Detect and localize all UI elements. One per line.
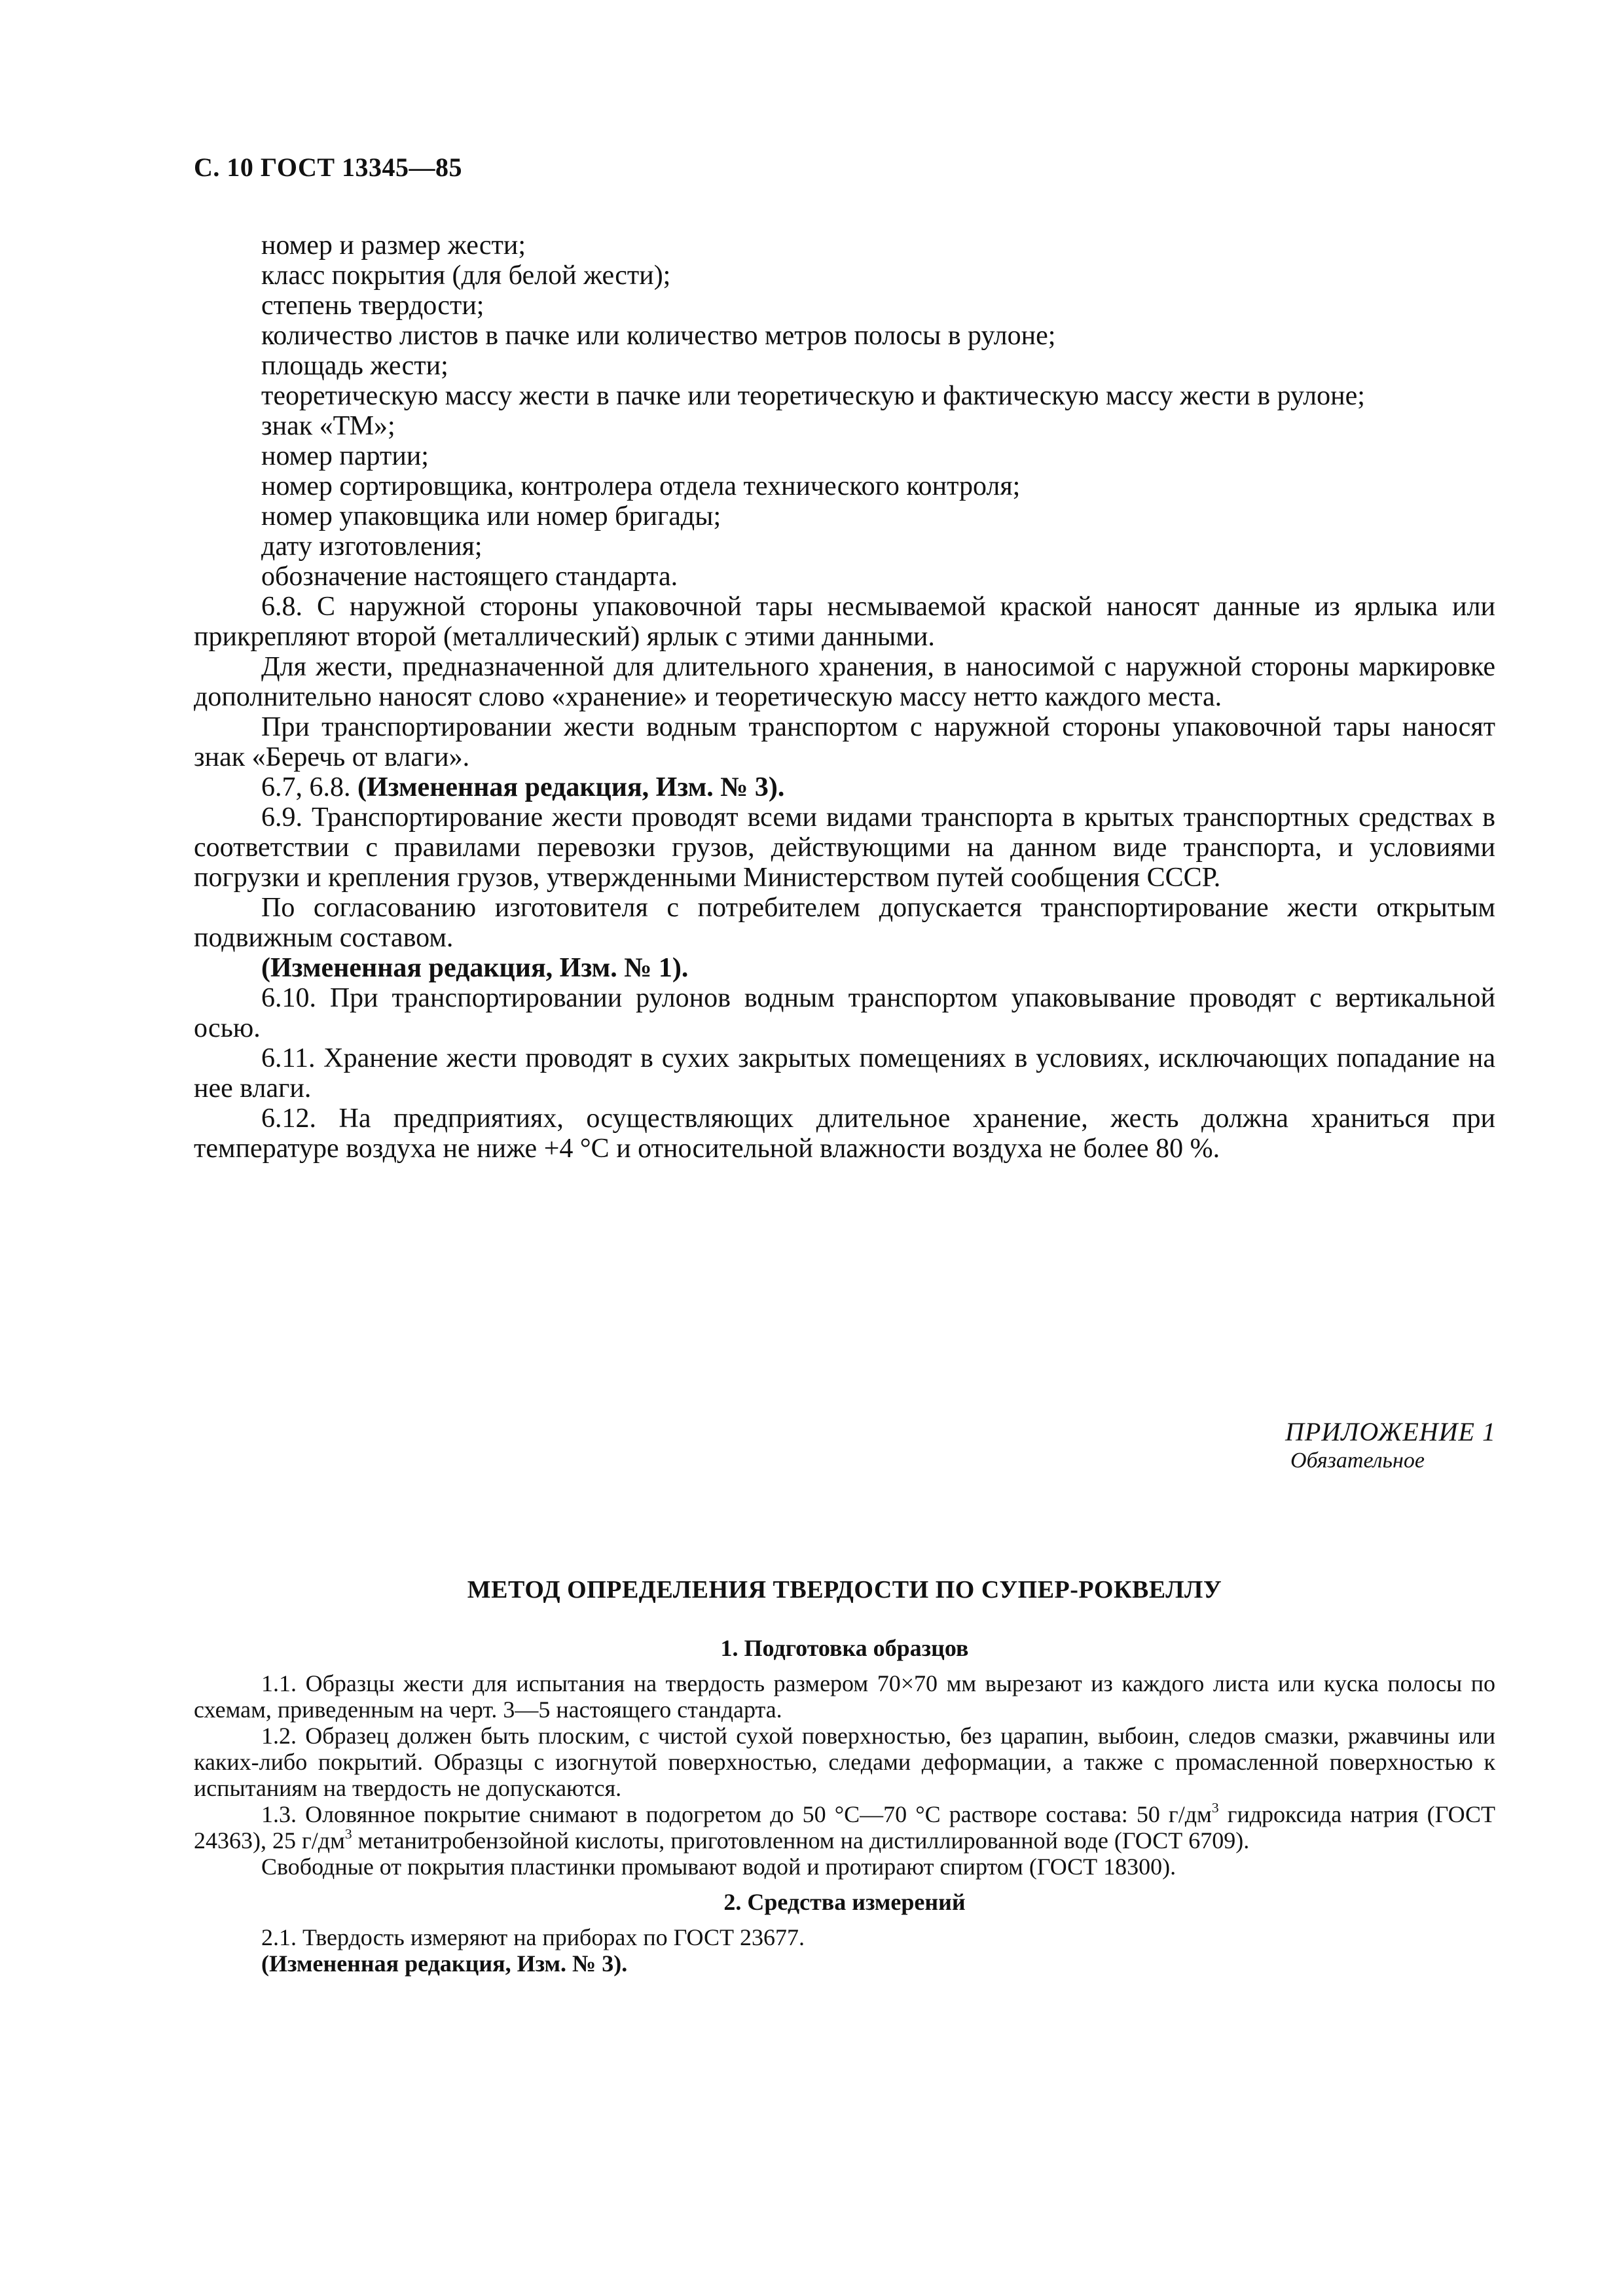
paragraph-6-9-open: По согласованию изготовителя с потребителем допускается транспортирование жести открытым подвижным составом. [194, 893, 1495, 953]
paragraph-6-12: 6.12. На предприятиях, осуществляющих длительное хранение, жесть должна храниться при температуре воздуха не ниже +4 °С и относительной влажности воздуха не более 80 %. [194, 1103, 1495, 1164]
amendment-text: (Измененная редакция, Изм. № 3). [357, 772, 785, 802]
list-item: знак «ТМ»; [261, 411, 395, 441]
list-item: номер и размер жести; [261, 230, 526, 260]
paragraph-6-11: 6.11. Хранение жести проводят в сухих закрытых помещениях в условиях, исключающих попадание на нее влаги. [194, 1043, 1495, 1103]
list-item: теоретическую массу жести в пачке или теоретическую и фактическую массу жести в рулоне; [261, 381, 1365, 411]
paragraph-1-1: 1.1. Образцы жести для испытания на твердость размером 70×70 мм вырезают из каждого листа или куска полосы по схемам, приведенным на черт. 3—5 настоящего стандарта. [194, 1670, 1495, 1723]
appendix-status: Обязательное [1290, 1448, 1425, 1473]
list-item: номер упаковщика или номер бригады; [261, 501, 721, 531]
paragraph-1-3 [194, 1801, 1495, 1854]
appendix-title: МЕТОД ОПРЕДЕЛЕНИЯ ТВЕРДОСТИ ПО СУПЕР-РОКВЕЛЛУ [467, 1576, 1222, 1604]
list-item: класс покрытия (для белой жести); [261, 260, 671, 291]
paragraph-2-1: 2.1. Твердость измеряют на приборах по ГОСТ 23677. [261, 1924, 805, 1950]
list-item: количество листов в пачке или количество метров полосы в рулоне; [261, 321, 1056, 351]
appendix-body [194, 1630, 1495, 1977]
list-item: обозначение настоящего стандарта. [261, 562, 678, 592]
paragraph-6-9: 6.9. Транспортирование жести проводят всеми видами транспорта в крытых транспортных средствах в соответствии с правилами перевозки грузов, действующими на данном виде транспорта, и условиями погрузки и крепления грузов, утвержденными Министерством путей сообщения СССР. [194, 802, 1495, 893]
appendix-label-block [1285, 1416, 1496, 1474]
paragraph-6-8: 6.8. С наружной стороны упаковочной тары несмываемой краской наносят данные из ярлыка или прикрепляют второй (металлический) ярлык с этими данными. [194, 592, 1495, 652]
page-header: С. 10 ГОСТ 13345—85 [194, 152, 463, 182]
amendment-note-6-9: (Измененная редакция, Изм. № 1). [261, 953, 689, 983]
list-item: дату изготовления; [261, 531, 483, 562]
paragraph-1-2: 1.2. Образец должен быть плоским, с чистой сухой поверхностью, без царапин, выбоин, следов смазки, ржавчины или каких-либо покрытий. Образцы с изогнутой поверхностью, следами деформации, а также с промасленной поверхностью к испытаниям на твердость не допускаются. [194, 1723, 1495, 1801]
paragraph-6-8-water: При транспортировании жести водным транспортом с наружной стороны упаковочной тары наносят знак «Беречь от влаги». [194, 712, 1495, 772]
paragraph-6-8-storage: Для жести, предназначенной для длительного хранения, в наносимой с наружной стороны маркировке дополнительно наносят слово «хранение» и теоретическую массу нетто каждого места. [194, 652, 1495, 712]
subsection-title-2: 2. Средства измерений [723, 1889, 966, 1915]
superscript: 3 [344, 1826, 352, 1842]
marking-section [194, 230, 1495, 1164]
paragraph-1-3-part-a: 1.3. Оловянное покрытие снимают в подогретом до 50 °С—70 °С растворе состава: 50 г/дм [261, 1801, 1212, 1827]
superscript: 3 [1211, 1800, 1219, 1816]
paragraph-6-10: 6.10. При транспортировании рулонов водным транспортом упаковывание проводят с вертикальной осью. [194, 983, 1495, 1043]
paragraph-1-3-part-b: гидроксида натрия (ГОСТ 24363), 25 г/дм [194, 1801, 1496, 1854]
list-item: площадь жести; [261, 351, 448, 381]
list-item: номер сортировщика, контролера отдела технического контроля; [261, 471, 1021, 501]
subsection-title-1: 1. Подготовка образцов [720, 1635, 969, 1661]
list-item: номер партии; [261, 441, 429, 471]
paragraph-1-3-rinse: Свободные от покрытия пластинки промывают водой и протирают спиртом (ГОСТ 18300). [261, 1854, 1176, 1880]
amendment-clause-ref: 6.7, 6.8. [261, 772, 351, 802]
amendment-note-2-1: (Измененная редакция, Изм. № 3). [261, 1950, 628, 1977]
appendix-label: ПРИЛОЖЕНИЕ 1 [1285, 1417, 1496, 1446]
amendment-note-6-7-6-8 [194, 772, 1495, 802]
paragraph-1-3-part-c: метанитробензойной кислоты, приготовленном на дистиллированной воде (ГОСТ 6709). [352, 1827, 1250, 1854]
list-item: степень твердости; [261, 291, 484, 321]
